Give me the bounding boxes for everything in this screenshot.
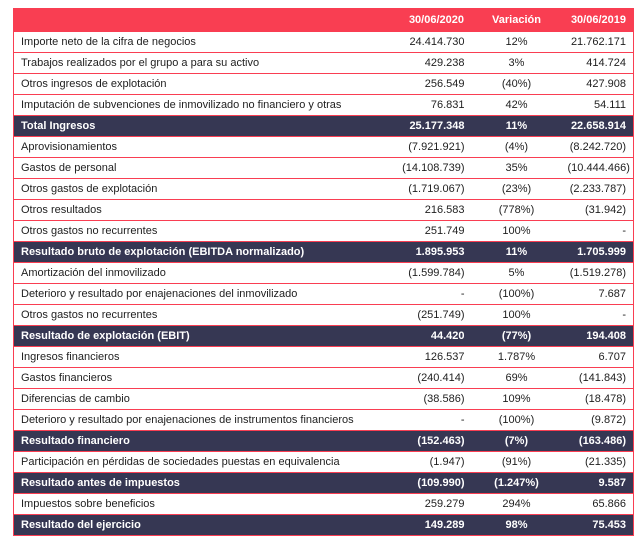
row-label: Resultado financiero — [14, 431, 380, 452]
value-2020: - — [380, 284, 472, 305]
row-label: Otros gastos no recurrentes — [14, 305, 380, 326]
value-2020: 1.895.953 — [380, 242, 472, 263]
column-header-2020: 30/06/2020 — [380, 9, 472, 32]
value-variation: 11% — [472, 116, 562, 137]
table-row — [14, 32, 634, 53]
value-2020: (1.719.067) — [380, 179, 472, 200]
table-total-row — [14, 116, 634, 137]
table-total-row — [14, 473, 634, 494]
value-variation: 69% — [472, 368, 562, 389]
table-row — [14, 263, 634, 284]
value-2020: (14.108.739) — [380, 158, 472, 179]
value-variation: 5% — [472, 263, 562, 284]
value-variation: 12% — [472, 32, 562, 53]
value-2019: 6.707 — [562, 347, 634, 368]
table-row — [14, 95, 634, 116]
column-header-label — [14, 9, 380, 32]
value-2019: 194.408 — [562, 326, 634, 347]
table-total-row — [14, 242, 634, 263]
row-label: Deterioro y resultado por enajenaciones de instrumentos financieros — [14, 410, 380, 431]
value-2020: (1.947) — [380, 452, 472, 473]
value-variation: 100% — [472, 305, 562, 326]
value-variation: (40%) — [472, 74, 562, 95]
value-2019: 9.587 — [562, 473, 634, 494]
value-2019: 54.111 — [562, 95, 634, 116]
table-row — [14, 347, 634, 368]
column-header-variation: Variación — [472, 9, 562, 32]
row-label: Ingresos financieros — [14, 347, 380, 368]
value-2019: (2.233.787) — [562, 179, 634, 200]
value-variation: 3% — [472, 53, 562, 74]
table-row — [14, 305, 634, 326]
row-label: Amortización del inmovilizado — [14, 263, 380, 284]
value-2019: 1.705.999 — [562, 242, 634, 263]
value-2020: (240.414) — [380, 368, 472, 389]
table-row — [14, 452, 634, 473]
value-2020: 126.537 — [380, 347, 472, 368]
table-total-row — [14, 431, 634, 452]
table-row — [14, 389, 634, 410]
value-2020: (38.586) — [380, 389, 472, 410]
value-variation: (1.247%) — [472, 473, 562, 494]
column-header-2019: 30/06/2019 — [562, 9, 634, 32]
row-label: Aprovisionamientos — [14, 137, 380, 158]
row-label: Otros gastos de explotación — [14, 179, 380, 200]
value-variation: (7%) — [472, 431, 562, 452]
value-variation: 11% — [472, 242, 562, 263]
value-variation: (23%) — [472, 179, 562, 200]
value-2019: 75.453 — [562, 515, 634, 536]
row-label: Resultado del ejercicio — [14, 515, 380, 536]
table-row — [14, 200, 634, 221]
value-2020: (7.921.921) — [380, 137, 472, 158]
value-2020: (109.990) — [380, 473, 472, 494]
financial-statement-container — [13, 8, 633, 536]
value-2019: (31.942) — [562, 200, 634, 221]
value-variation: 100% — [472, 221, 562, 242]
table-row — [14, 53, 634, 74]
value-2019: 22.658.914 — [562, 116, 634, 137]
value-variation: (100%) — [472, 410, 562, 431]
row-label: Diferencias de cambio — [14, 389, 380, 410]
row-label: Total Ingresos — [14, 116, 380, 137]
value-variation: 42% — [472, 95, 562, 116]
value-2019: (18.478) — [562, 389, 634, 410]
value-2019: (163.486) — [562, 431, 634, 452]
value-2019: 65.866 — [562, 494, 634, 515]
table-total-row — [14, 326, 634, 347]
table-row — [14, 284, 634, 305]
value-2020: 24.414.730 — [380, 32, 472, 53]
table-row — [14, 158, 634, 179]
value-variation: 98% — [472, 515, 562, 536]
table-row — [14, 179, 634, 200]
value-2019: 427.908 — [562, 74, 634, 95]
value-2019: 414.724 — [562, 53, 634, 74]
value-2019: 7.687 — [562, 284, 634, 305]
value-2020: (1.599.784) — [380, 263, 472, 284]
value-2019: (21.335) — [562, 452, 634, 473]
row-label: Participación en pérdidas de sociedades puestas en equivalencia — [14, 452, 380, 473]
value-2020: 259.279 — [380, 494, 472, 515]
row-label: Otros resultados — [14, 200, 380, 221]
value-2020: (251.749) — [380, 305, 472, 326]
value-2019: (10.444.466) — [562, 158, 634, 179]
row-label: Resultado antes de impuestos — [14, 473, 380, 494]
value-variation: 1.787% — [472, 347, 562, 368]
value-2020: 256.549 — [380, 74, 472, 95]
row-label: Otros gastos no recurrentes — [14, 221, 380, 242]
value-variation: (778%) — [472, 200, 562, 221]
row-label: Resultado bruto de explotación (EBITDA normalizado) — [14, 242, 380, 263]
table-row — [14, 410, 634, 431]
table-row — [14, 137, 634, 158]
value-2019: (9.872) — [562, 410, 634, 431]
value-variation: 35% — [472, 158, 562, 179]
value-2019: 21.762.171 — [562, 32, 634, 53]
value-2019: - — [562, 221, 634, 242]
value-2019: - — [562, 305, 634, 326]
value-2020: 149.289 — [380, 515, 472, 536]
value-variation: (100%) — [472, 284, 562, 305]
table-row — [14, 368, 634, 389]
row-label: Gastos financieros — [14, 368, 380, 389]
value-2020: 429.238 — [380, 53, 472, 74]
row-label: Imputación de subvenciones de inmovilizado no financiero y otras — [14, 95, 380, 116]
row-label: Resultado de explotación (EBIT) — [14, 326, 380, 347]
value-2020: 216.583 — [380, 200, 472, 221]
row-label: Trabajos realizados por el grupo a para su activo — [14, 53, 380, 74]
table-header-row — [14, 9, 634, 32]
row-label: Gastos de personal — [14, 158, 380, 179]
value-variation: 109% — [472, 389, 562, 410]
value-2019: (141.843) — [562, 368, 634, 389]
row-label: Importe neto de la cifra de negocios — [14, 32, 380, 53]
value-variation: (77%) — [472, 326, 562, 347]
value-2020: 76.831 — [380, 95, 472, 116]
value-2020: - — [380, 410, 472, 431]
table-row — [14, 221, 634, 242]
value-2020: 251.749 — [380, 221, 472, 242]
income-statement-table — [13, 8, 634, 536]
value-2020: 44.420 — [380, 326, 472, 347]
value-variation: (4%) — [472, 137, 562, 158]
row-label: Otros ingresos de explotación — [14, 74, 380, 95]
row-label: Impuestos sobre beneficios — [14, 494, 380, 515]
row-label: Deterioro y resultado por enajenaciones del inmovilizado — [14, 284, 380, 305]
value-variation: (91%) — [472, 452, 562, 473]
value-2019: (1.519.278) — [562, 263, 634, 284]
value-2019: (8.242.720) — [562, 137, 634, 158]
value-variation: 294% — [472, 494, 562, 515]
value-2020: 25.177.348 — [380, 116, 472, 137]
table-total-row — [14, 515, 634, 536]
table-row — [14, 74, 634, 95]
value-2020: (152.463) — [380, 431, 472, 452]
table-row — [14, 494, 634, 515]
